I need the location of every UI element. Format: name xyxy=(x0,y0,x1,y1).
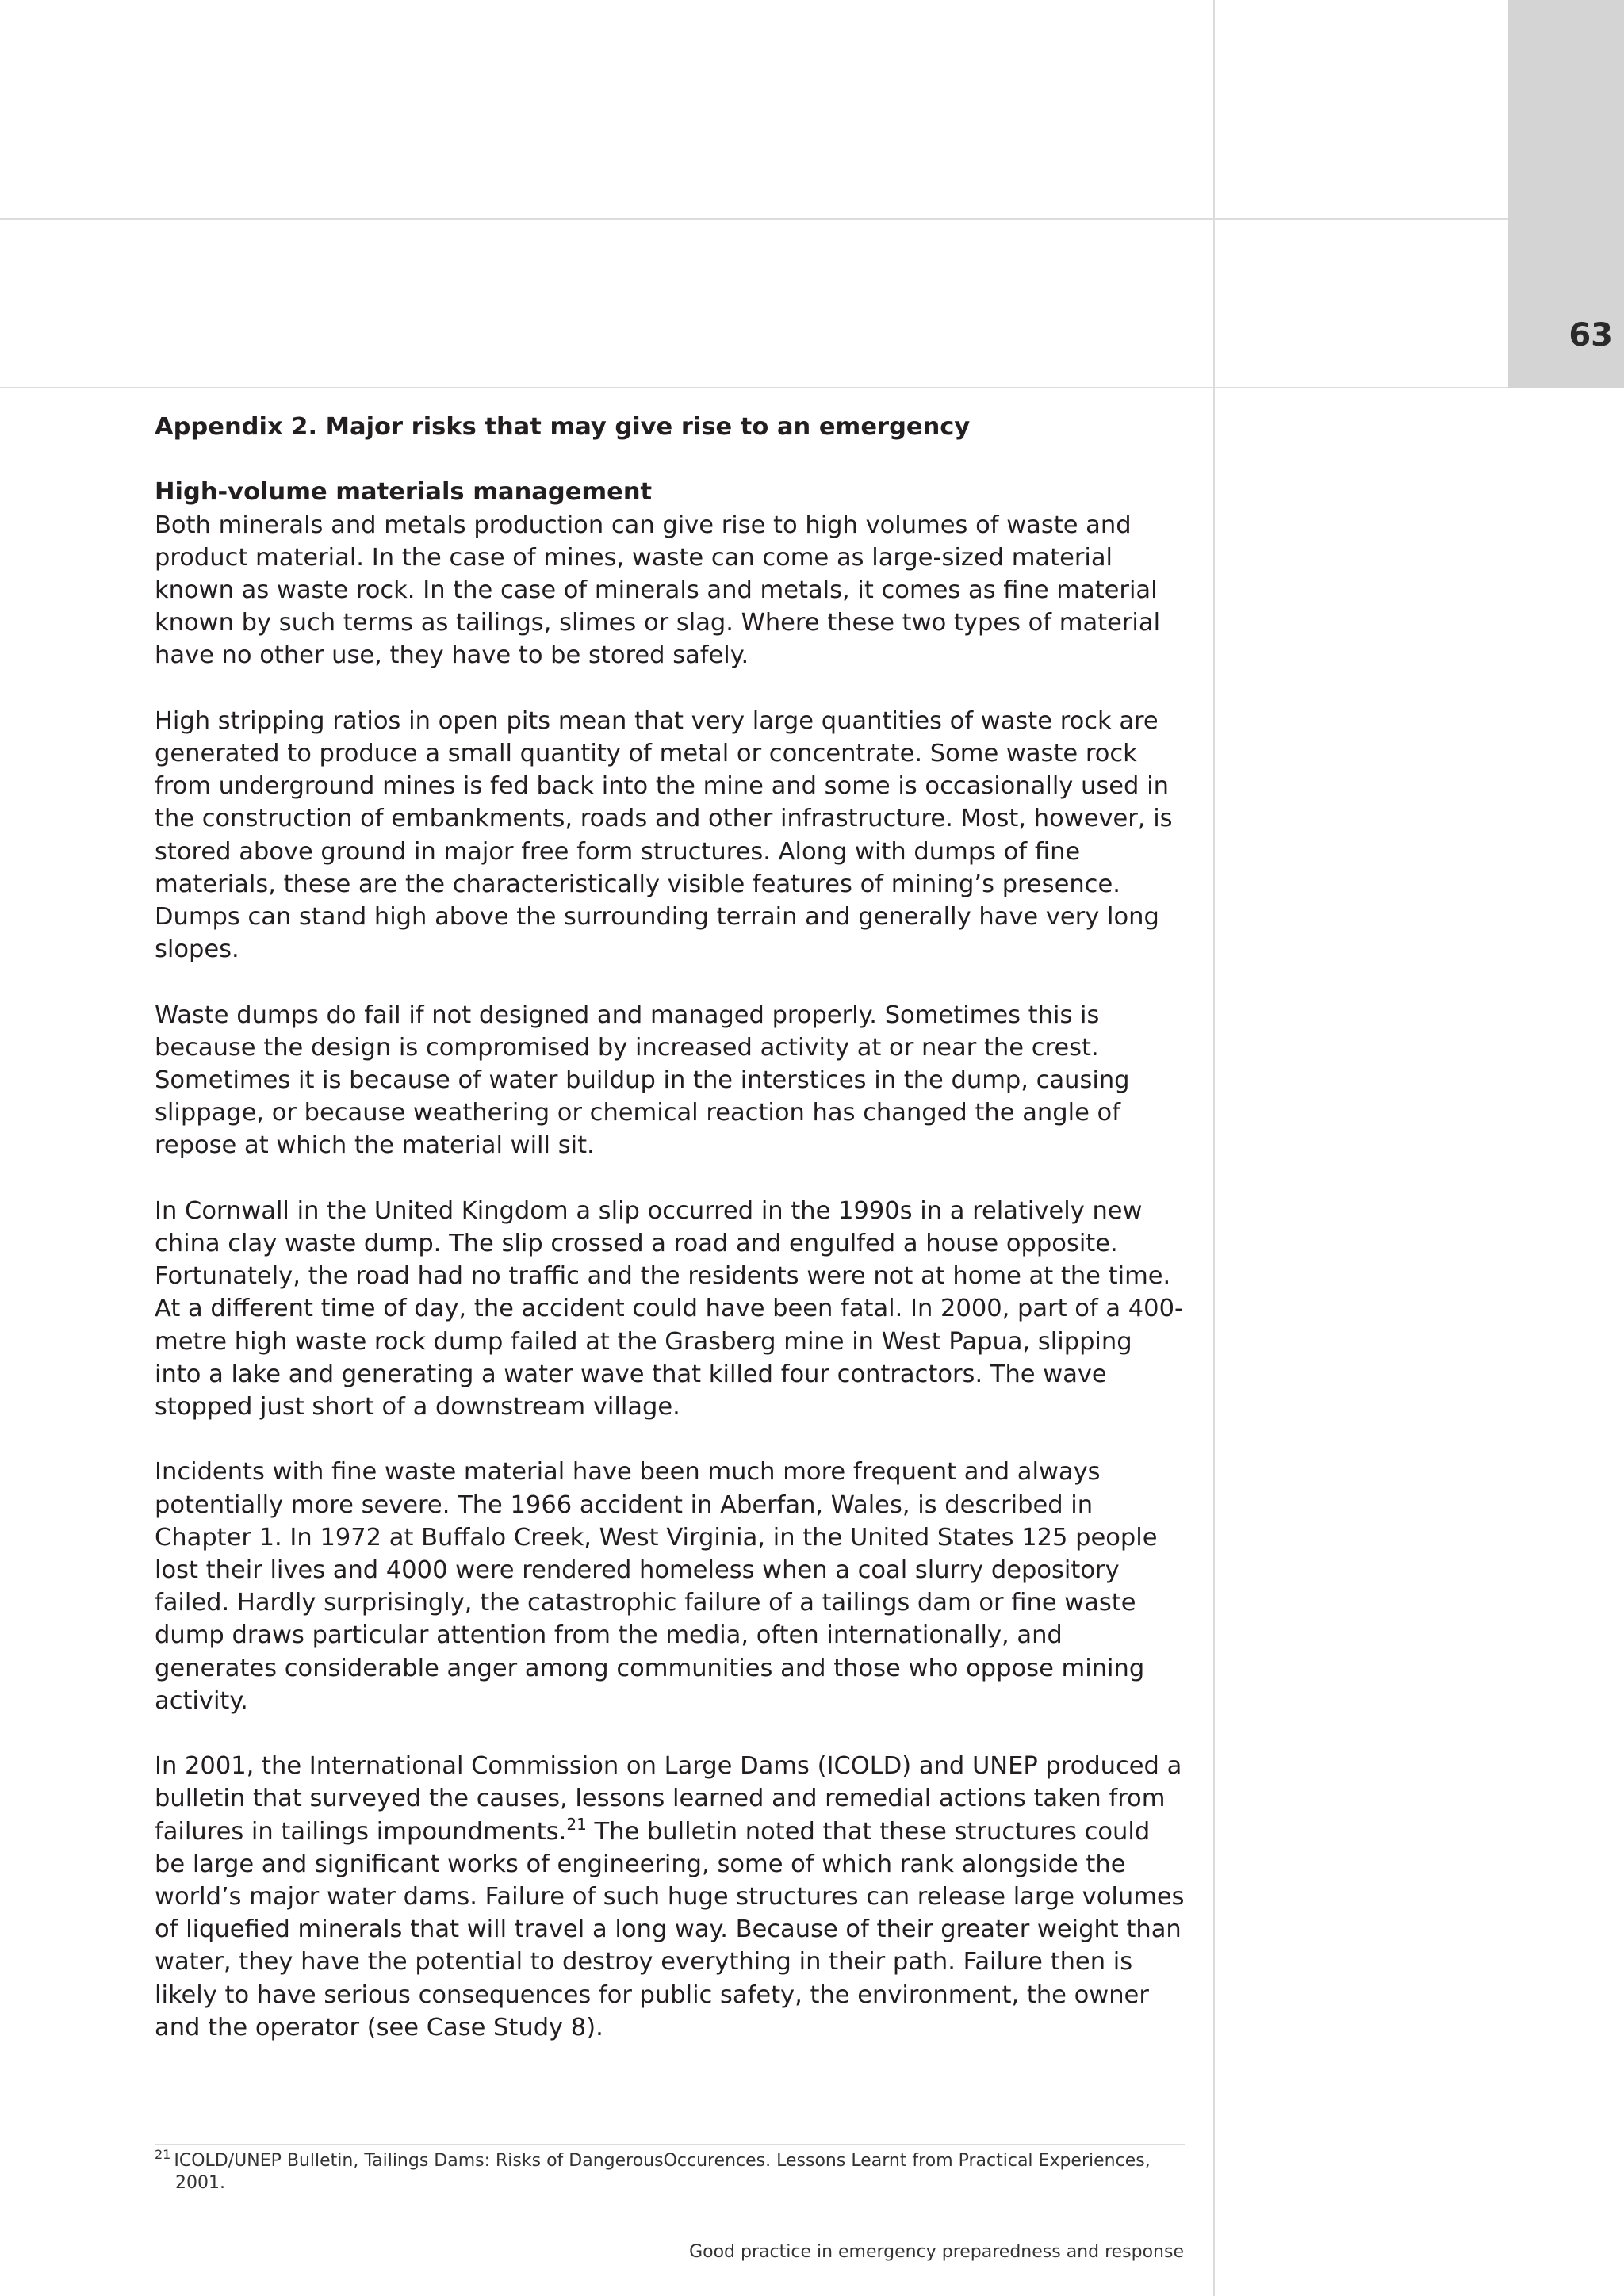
footnote-divider xyxy=(155,2144,1185,2145)
appendix-title: Appendix 2. Major risks that may give rise to an emergency xyxy=(155,413,971,441)
header-divider-bottom xyxy=(0,387,1508,388)
paragraph-text: The bulletin noted that these structures could be large and significant works of engineering, some of which rank alongside the world’s major water dams. Failure of such huge structures can release large volumes of liquefied minerals that will travel a long way. Because of their greater weight than water, they have the potential to destroy everything in their path. Failure then is likely to have serious consequences for public safety, the environment, the owner and the operator (see Case Study 8). xyxy=(155,1817,1185,2042)
column-divider xyxy=(1213,0,1215,2296)
body-paragraph: Both minerals and metals production can give rise to high volumes of waste and product material. In the case of mines, waste can come as large-sized material known as waste rock. In the case of minerals and metals, it comes as fine material known by such terms as tailings, slimes or slag. Where these two types of material have no other use, they have to be stored safely. xyxy=(155,511,1161,670)
body-paragraph: Incidents with fine waste material have been much more frequent and always potentially more severe. The 1966 accident in Aberfan, Wales, is described in Chapter 1. In 1972 at Buffalo Creek, West Virginia, in the United States 125 people lost their lives and 4000 were rendered homeless when a coal slurry depository failed. Hardly surprisingly, the catastrophic failure of a tailings dam or fine waste dump draws particular attention from the media, often internationally, and generates considerable anger among communities and those who oppose mining activity. xyxy=(155,1458,1158,1715)
body-paragraph: Waste dumps do fail if not designed and managed properly. Sometimes this is because the design is compromised by increased activity at or near the crest. Sometimes it is because of water buildup in the interstices in the dump, causing slippage, or because weathering or chemical reaction has changed the angle of repose at which the material will sit. xyxy=(155,1001,1130,1160)
header-divider-top xyxy=(0,218,1508,220)
body-paragraph: In Cornwall in the United Kingdom a slip occurred in the 1990s in a relatively new china clay waste dump. The slip crossed a road and engulfed a house opposite. Fortunately, the road had no traffic and the residents were not at home at the time. At a different time of day, the accident could have been fatal. In 2000, part of a 400-metre high waste rock dump failed at the Grasberg mine in West Papua, slipping into a lake and generating a water wave that killed four contractors. The wave stopped just short of a downstream village. xyxy=(155,1196,1183,1422)
body-paragraph-with-footnote xyxy=(155,1750,1185,2044)
main-content xyxy=(155,411,1185,2044)
section-heading: High-volume materials management xyxy=(155,478,653,507)
page-number: 63 xyxy=(1568,317,1613,354)
footnote-number: 21 xyxy=(155,2147,171,2162)
footnote xyxy=(155,2147,1185,2195)
footnote-text: ICOLD/UNEP Bulletin, Tailings Dams: Risks of DangerousOccurences. Lessons Learnt from Practical Experiences, 2001. xyxy=(174,2151,1151,2193)
footnote-reference[interactable]: 21 xyxy=(566,1814,587,1834)
paragraph-text: In 2001, the International Commission on Large Dams (ICOLD) and UNEP produced a bulletin that surveyed the causes, lessons learned and remedial actions taken from failures in tailings impoundments. xyxy=(155,1752,1182,1846)
running-footer: Good practice in emergency preparedness and response xyxy=(689,2242,1184,2262)
body-paragraph: High stripping ratios in open pits mean that very large quantities of waste rock are generated to produce a small quantity of metal or concentrate. Some waste rock from underground mines is fed back into the mine and some is occasionally used in the construction of embankments, roads and other infrastructure. Most, however, is stored above ground in major free form structures. Along with dumps of fine materials, these are the characteristically visible features of mining’s presence. Dumps can stand high above the surrounding terrain and generally have very long slopes. xyxy=(155,706,1173,964)
